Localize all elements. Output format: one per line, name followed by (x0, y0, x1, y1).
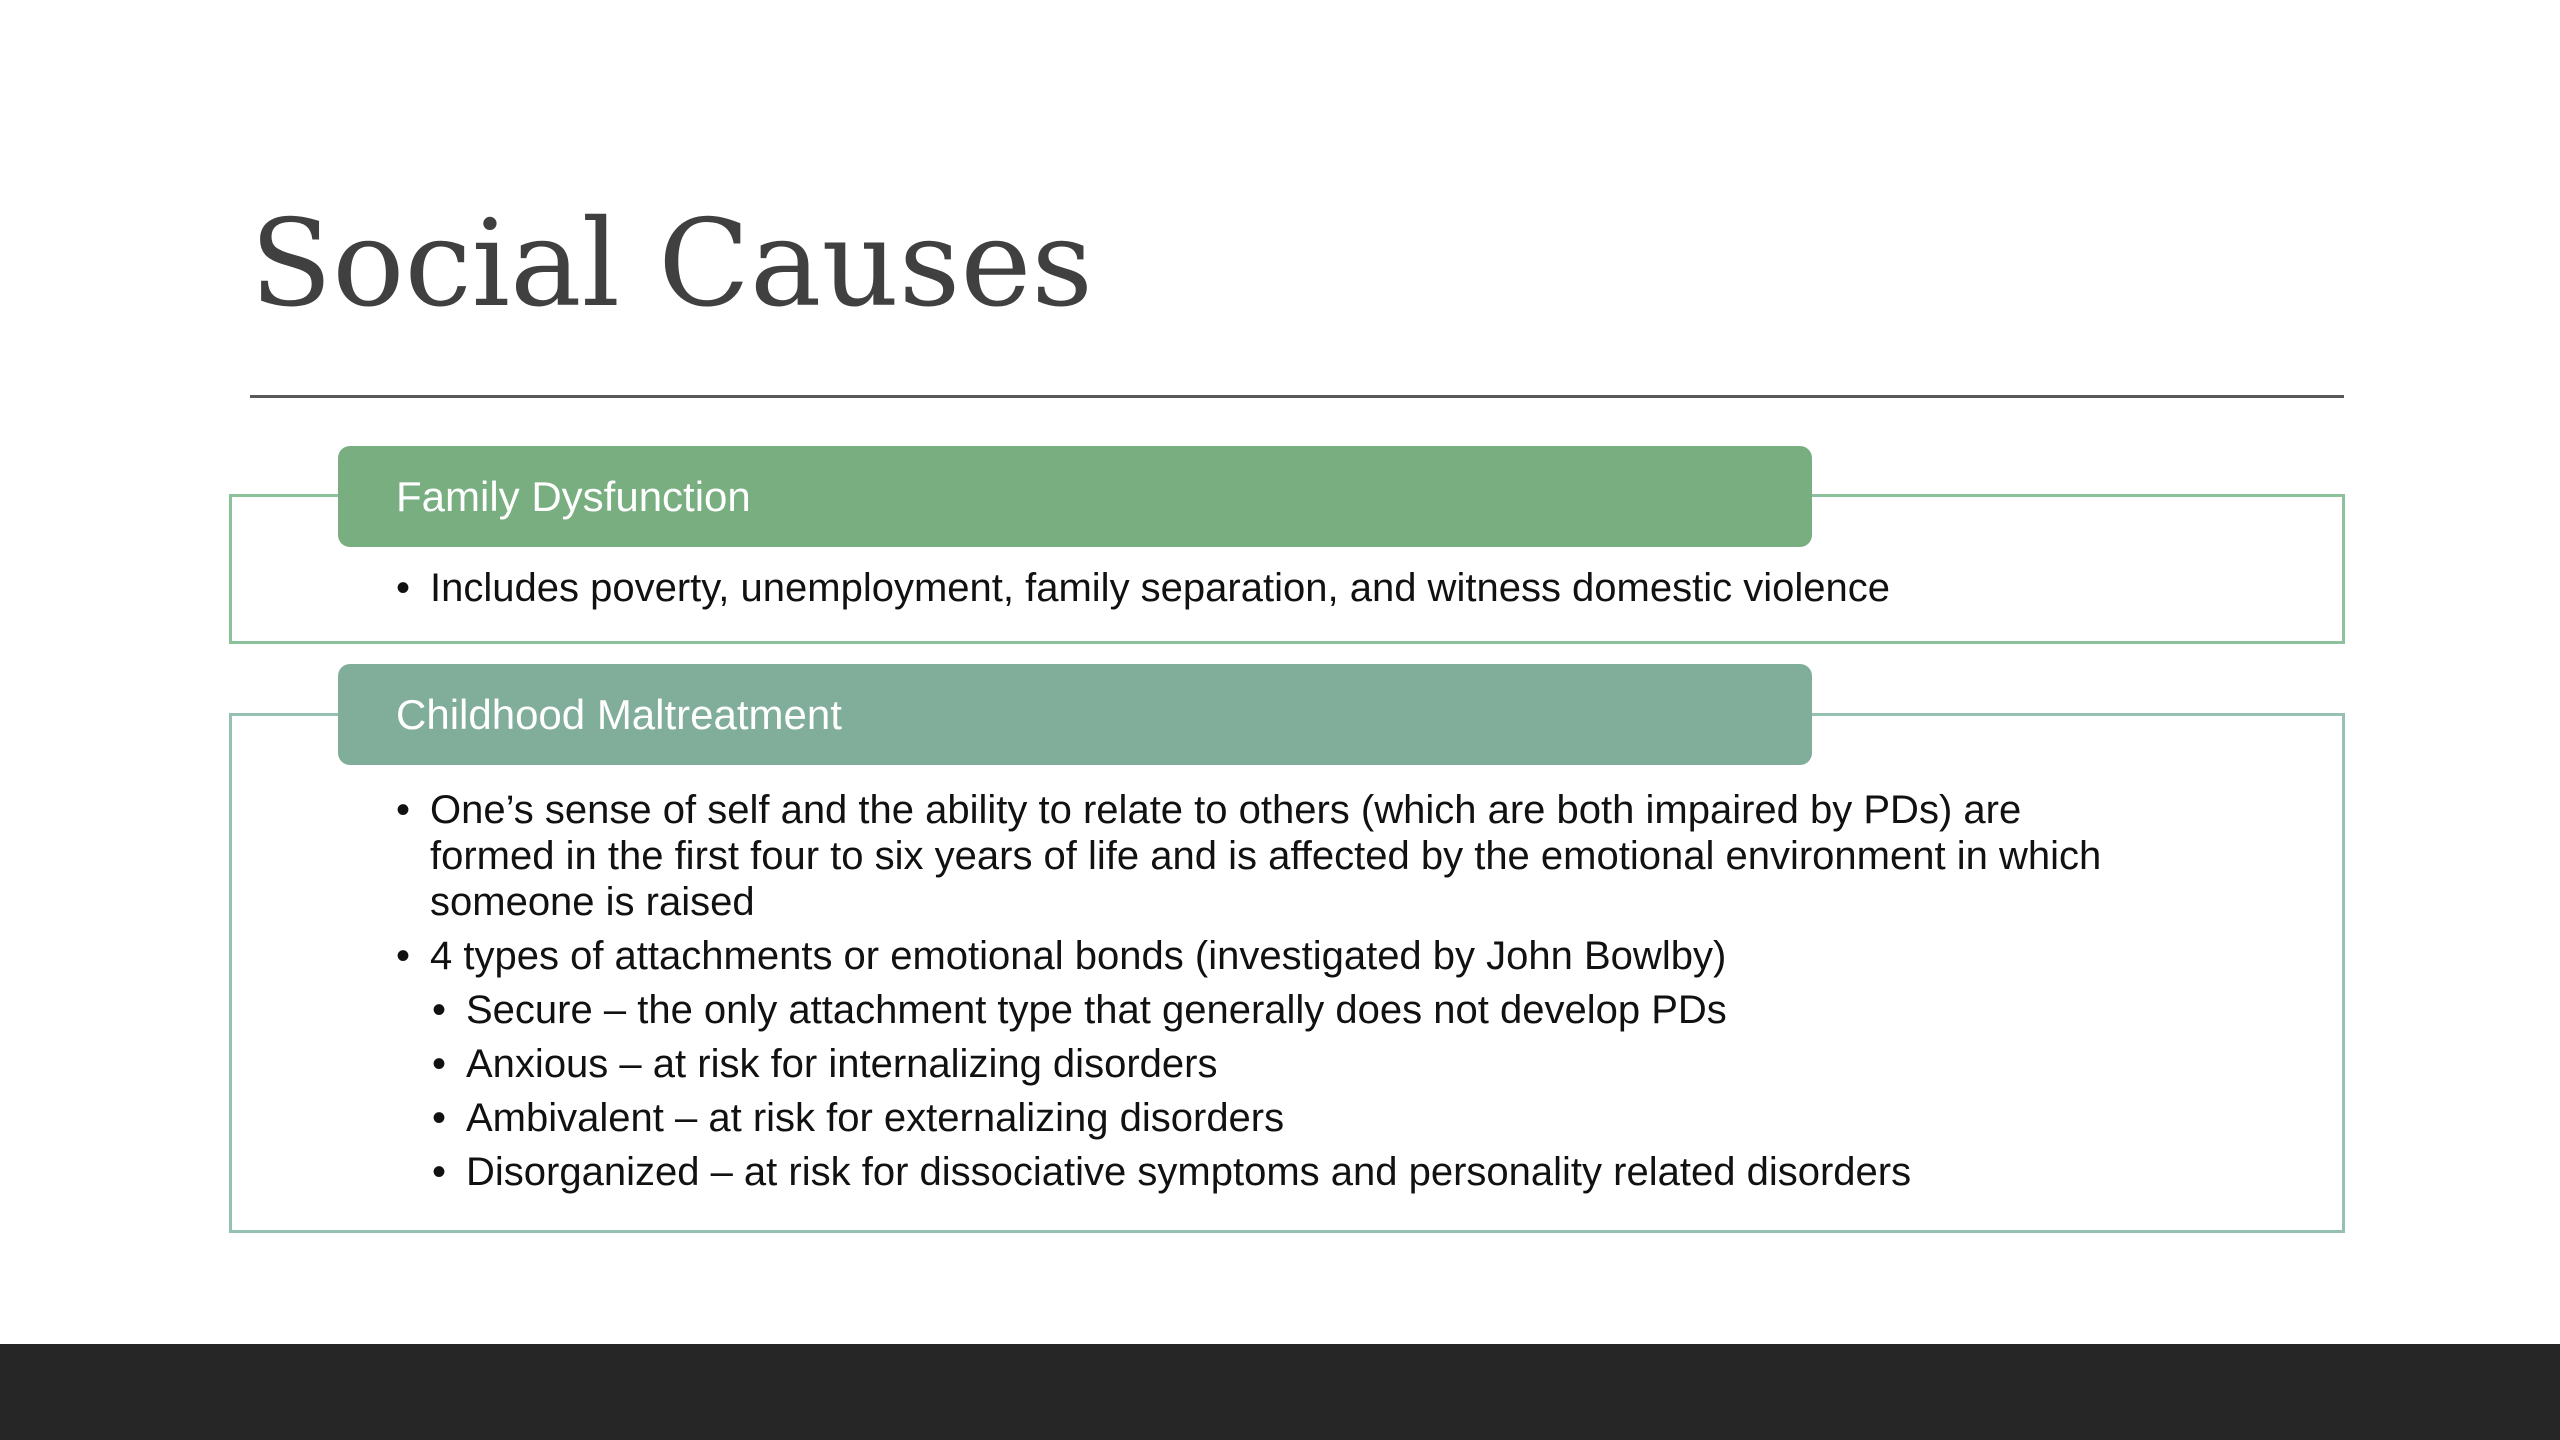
childhood-maltreatment-header-label: Childhood Maltreatment (396, 690, 842, 738)
family-dysfunction-header (338, 446, 1812, 547)
sub-list-item: • Secure – the only attachment type that generally does not develop PDs (432, 987, 2156, 1033)
list-item: • One’s sense of self and the ability to relate to others (which are both impaired by PDs) are formed in the first four to six years of life and is affected by the emotional environment in which someone is raised (396, 787, 2156, 925)
slide-title: Social Causes (250, 195, 1093, 334)
footer-bar (0, 1344, 2560, 1440)
list-item: • 4 types of attachments or emotional bonds (investigated by John Bowlby) (396, 933, 2156, 979)
family-dysfunction-header-label: Family Dysfunction (396, 472, 751, 520)
sub-list-item: • Disorganized – at risk for dissociative symptoms and personality related disorders (432, 1149, 2156, 1195)
list-item: • Includes poverty, unemployment, family separation, and witness domestic violence (396, 565, 2116, 611)
family-dysfunction-content (396, 565, 2116, 619)
title-divider (250, 395, 2344, 398)
childhood-maltreatment-content (396, 787, 2156, 1203)
sub-list-item: • Ambivalent – at risk for externalizing disorders (432, 1095, 2156, 1141)
sub-list-item: • Anxious – at risk for internalizing disorders (432, 1041, 2156, 1087)
childhood-maltreatment-header (338, 664, 1812, 765)
